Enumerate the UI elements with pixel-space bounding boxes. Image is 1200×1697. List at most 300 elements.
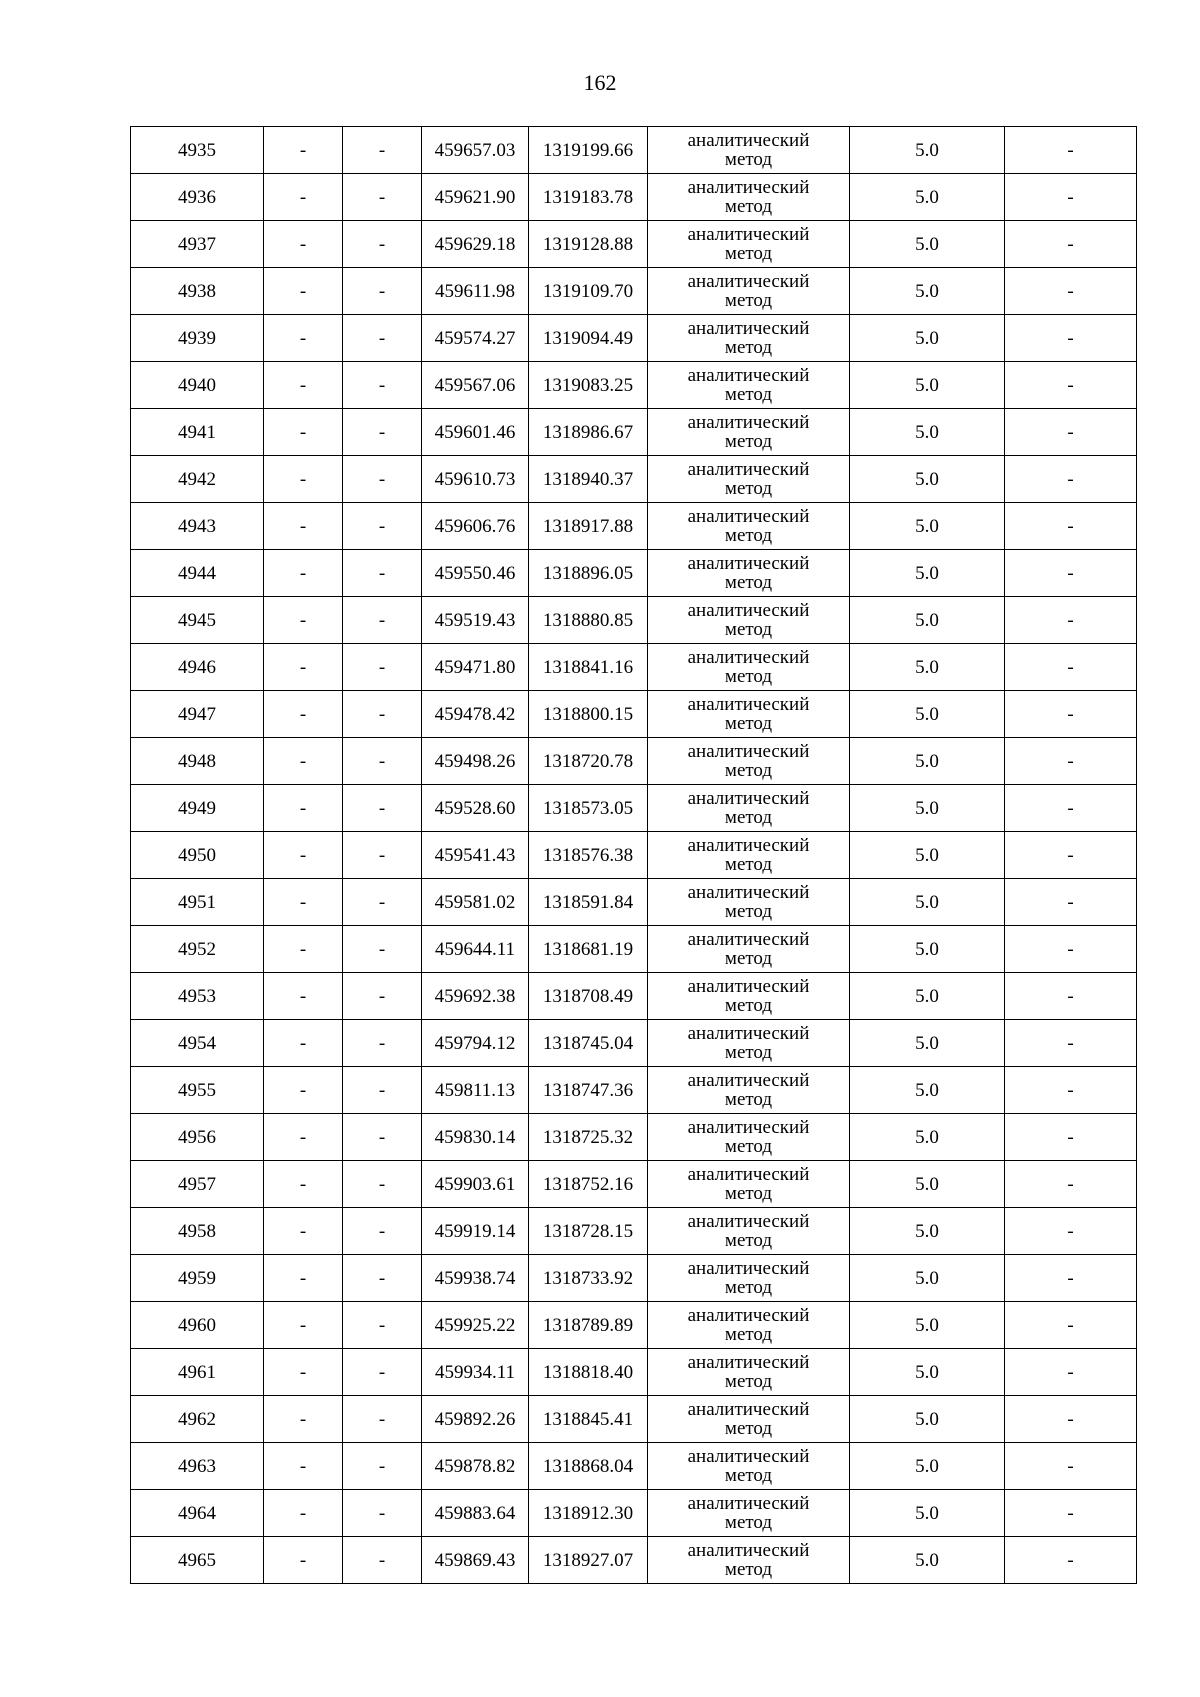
method-cell <box>648 738 850 785</box>
dash-cell: - <box>264 1255 343 1302</box>
y-coordinate-cell: 1318720.78 <box>529 738 648 785</box>
method-cell <box>648 1349 850 1396</box>
table-row <box>131 1302 1137 1349</box>
y-coordinate-cell: 1318800.15 <box>529 691 648 738</box>
x-coordinate-cell: 459581.02 <box>422 879 529 926</box>
accuracy-cell: 5.0 <box>850 174 1005 221</box>
dash-cell: - <box>264 644 343 691</box>
x-coordinate-cell: 459883.64 <box>422 1490 529 1537</box>
method-line-2: метод <box>724 1230 773 1251</box>
dash-cell: - <box>343 362 422 409</box>
y-coordinate-cell: 1318986.67 <box>529 409 648 456</box>
method-cell <box>648 644 850 691</box>
accuracy-cell: 5.0 <box>850 973 1005 1020</box>
table-row <box>131 221 1137 268</box>
x-coordinate-cell: 459794.12 <box>422 1020 529 1067</box>
dash-cell: - <box>343 879 422 926</box>
table-row <box>131 644 1137 691</box>
y-coordinate-cell: 1318728.15 <box>529 1208 648 1255</box>
x-coordinate-cell: 459938.74 <box>422 1255 529 1302</box>
dash-cell: - <box>264 973 343 1020</box>
y-coordinate-cell: 1318880.85 <box>529 597 648 644</box>
dash-cell: - <box>343 1349 422 1396</box>
point-number-cell: 4944 <box>131 550 264 597</box>
method-line-2: метод <box>724 525 773 546</box>
method-cell <box>648 879 850 926</box>
dash-cell: - <box>264 409 343 456</box>
x-coordinate-cell: 459878.82 <box>422 1443 529 1490</box>
method-line-2: метод <box>724 666 773 687</box>
method-line-1: аналитический <box>687 177 810 198</box>
table-row <box>131 1067 1137 1114</box>
table-row <box>131 785 1137 832</box>
dash-cell: - <box>1005 1067 1137 1114</box>
point-number-cell: 4947 <box>131 691 264 738</box>
x-coordinate-cell: 459811.13 <box>422 1067 529 1114</box>
accuracy-cell: 5.0 <box>850 1208 1005 1255</box>
point-number-cell: 4936 <box>131 174 264 221</box>
table-row <box>131 1490 1137 1537</box>
x-coordinate-cell: 459621.90 <box>422 174 529 221</box>
x-coordinate-cell: 459934.11 <box>422 1349 529 1396</box>
method-cell <box>648 1302 850 1349</box>
dash-cell: - <box>343 1302 422 1349</box>
accuracy-cell: 5.0 <box>850 1537 1005 1584</box>
table-row <box>131 597 1137 644</box>
method-line-1: аналитический <box>687 976 810 997</box>
dash-cell: - <box>264 785 343 832</box>
dash-cell: - <box>343 409 422 456</box>
y-coordinate-cell: 1318868.04 <box>529 1443 648 1490</box>
table-row <box>131 738 1137 785</box>
y-coordinate-cell: 1318745.04 <box>529 1020 648 1067</box>
method-line-1: аналитический <box>687 1540 810 1561</box>
dash-cell: - <box>343 832 422 879</box>
table-row <box>131 1396 1137 1443</box>
dash-cell: - <box>1005 1490 1137 1537</box>
x-coordinate-cell: 459519.43 <box>422 597 529 644</box>
method-line-2: метод <box>724 431 773 452</box>
accuracy-cell: 5.0 <box>850 832 1005 879</box>
point-number-cell: 4946 <box>131 644 264 691</box>
dash-cell: - <box>343 738 422 785</box>
method-line-2: метод <box>724 1559 773 1580</box>
dash-cell: - <box>264 174 343 221</box>
method-line-1: аналитический <box>687 835 810 856</box>
accuracy-cell: 5.0 <box>850 1443 1005 1490</box>
table-row <box>131 832 1137 879</box>
dash-cell: - <box>343 221 422 268</box>
method-line-1: аналитический <box>687 882 810 903</box>
method-cell <box>648 691 850 738</box>
x-coordinate-cell: 459567.06 <box>422 362 529 409</box>
dash-cell: - <box>1005 1537 1137 1584</box>
accuracy-cell: 5.0 <box>850 597 1005 644</box>
method-line-1: аналитический <box>687 365 810 386</box>
dash-cell: - <box>1005 1443 1137 1490</box>
accuracy-cell: 5.0 <box>850 738 1005 785</box>
accuracy-cell: 5.0 <box>850 644 1005 691</box>
point-number-cell: 4942 <box>131 456 264 503</box>
table-row <box>131 550 1137 597</box>
table-row <box>131 1208 1137 1255</box>
y-coordinate-cell: 1318841.16 <box>529 644 648 691</box>
dash-cell: - <box>343 456 422 503</box>
method-line-1: аналитический <box>687 1164 810 1185</box>
table-row <box>131 127 1137 174</box>
accuracy-cell: 5.0 <box>850 315 1005 362</box>
dash-cell: - <box>343 1443 422 1490</box>
x-coordinate-cell: 459925.22 <box>422 1302 529 1349</box>
dash-cell: - <box>343 926 422 973</box>
dash-cell: - <box>264 315 343 362</box>
dash-cell: - <box>1005 221 1137 268</box>
point-number-cell: 4956 <box>131 1114 264 1161</box>
x-coordinate-cell: 459657.03 <box>422 127 529 174</box>
method-line-2: метод <box>724 1136 773 1157</box>
y-coordinate-cell: 1318789.89 <box>529 1302 648 1349</box>
method-cell <box>648 1255 850 1302</box>
x-coordinate-cell: 459869.43 <box>422 1537 529 1584</box>
accuracy-cell: 5.0 <box>850 268 1005 315</box>
y-coordinate-cell: 1318725.32 <box>529 1114 648 1161</box>
y-coordinate-cell: 1318896.05 <box>529 550 648 597</box>
dash-cell: - <box>1005 174 1137 221</box>
method-cell <box>648 973 850 1020</box>
method-cell <box>648 456 850 503</box>
dash-cell: - <box>343 1490 422 1537</box>
accuracy-cell: 5.0 <box>850 926 1005 973</box>
point-number-cell: 4962 <box>131 1396 264 1443</box>
method-line-1: аналитический <box>687 1258 810 1279</box>
dash-cell: - <box>343 127 422 174</box>
dash-cell: - <box>264 1537 343 1584</box>
dash-cell: - <box>264 503 343 550</box>
point-number-cell: 4952 <box>131 926 264 973</box>
dash-cell: - <box>264 1443 343 1490</box>
method-line-2: метод <box>724 807 773 828</box>
method-cell <box>648 221 850 268</box>
y-coordinate-cell: 1318927.07 <box>529 1537 648 1584</box>
y-coordinate-cell: 1319128.88 <box>529 221 648 268</box>
table-row <box>131 879 1137 926</box>
accuracy-cell: 5.0 <box>850 221 1005 268</box>
point-number-cell: 4960 <box>131 1302 264 1349</box>
method-cell <box>648 127 850 174</box>
method-cell <box>648 597 850 644</box>
method-cell <box>648 1396 850 1443</box>
method-line-1: аналитический <box>687 1446 810 1467</box>
method-cell <box>648 1490 850 1537</box>
method-cell <box>648 315 850 362</box>
method-line-2: метод <box>724 243 773 264</box>
x-coordinate-cell: 459601.46 <box>422 409 529 456</box>
method-line-2: метод <box>724 901 773 922</box>
method-line-1: аналитический <box>687 412 810 433</box>
dash-cell: - <box>264 926 343 973</box>
page-number: 162 <box>583 70 617 95</box>
point-number-cell: 4951 <box>131 879 264 926</box>
dash-cell: - <box>343 268 422 315</box>
point-number-cell: 4954 <box>131 1020 264 1067</box>
method-line-1: аналитический <box>687 1117 810 1138</box>
dash-cell: - <box>264 1490 343 1537</box>
dash-cell: - <box>264 550 343 597</box>
dash-cell: - <box>264 268 343 315</box>
x-coordinate-cell: 459478.42 <box>422 691 529 738</box>
point-number-cell: 4939 <box>131 315 264 362</box>
point-number-cell: 4950 <box>131 832 264 879</box>
point-number-cell: 4949 <box>131 785 264 832</box>
dash-cell: - <box>264 456 343 503</box>
method-cell <box>648 1537 850 1584</box>
accuracy-cell: 5.0 <box>850 785 1005 832</box>
method-line-1: аналитический <box>687 318 810 339</box>
method-line-2: метод <box>724 149 773 170</box>
dash-cell: - <box>343 1020 422 1067</box>
y-coordinate-cell: 1318708.49 <box>529 973 648 1020</box>
accuracy-cell: 5.0 <box>850 1161 1005 1208</box>
y-coordinate-cell: 1319183.78 <box>529 174 648 221</box>
y-coordinate-cell: 1318576.38 <box>529 832 648 879</box>
method-line-2: метод <box>724 1465 773 1486</box>
table-row <box>131 1443 1137 1490</box>
dash-cell: - <box>264 1349 343 1396</box>
accuracy-cell: 5.0 <box>850 127 1005 174</box>
method-cell <box>648 832 850 879</box>
dash-cell: - <box>264 127 343 174</box>
dash-cell: - <box>343 1255 422 1302</box>
accuracy-cell: 5.0 <box>850 1114 1005 1161</box>
dash-cell: - <box>343 550 422 597</box>
dash-cell: - <box>1005 1255 1137 1302</box>
dash-cell: - <box>264 1302 343 1349</box>
point-number-cell: 4961 <box>131 1349 264 1396</box>
method-line-1: аналитический <box>687 1023 810 1044</box>
method-cell <box>648 174 850 221</box>
dash-cell: - <box>1005 785 1137 832</box>
dash-cell: - <box>1005 597 1137 644</box>
table-row <box>131 691 1137 738</box>
method-line-1: аналитический <box>687 929 810 950</box>
dash-cell: - <box>343 644 422 691</box>
table-row <box>131 926 1137 973</box>
method-line-1: аналитический <box>687 553 810 574</box>
x-coordinate-cell: 459528.60 <box>422 785 529 832</box>
dash-cell: - <box>264 1020 343 1067</box>
dash-cell: - <box>1005 409 1137 456</box>
method-line-2: метод <box>724 1418 773 1439</box>
method-cell <box>648 1114 850 1161</box>
method-line-2: метод <box>724 1512 773 1533</box>
method-line-2: метод <box>724 995 773 1016</box>
dash-cell: - <box>1005 503 1137 550</box>
dash-cell: - <box>1005 1396 1137 1443</box>
x-coordinate-cell: 459892.26 <box>422 1396 529 1443</box>
y-coordinate-cell: 1318845.41 <box>529 1396 648 1443</box>
accuracy-cell: 5.0 <box>850 1020 1005 1067</box>
y-coordinate-cell: 1318917.88 <box>529 503 648 550</box>
dash-cell: - <box>1005 644 1137 691</box>
dash-cell: - <box>1005 879 1137 926</box>
method-line-1: аналитический <box>687 459 810 480</box>
dash-cell: - <box>264 879 343 926</box>
table-row <box>131 315 1137 362</box>
point-number-cell: 4963 <box>131 1443 264 1490</box>
accuracy-cell: 5.0 <box>850 1067 1005 1114</box>
method-line-2: метод <box>724 948 773 969</box>
accuracy-cell: 5.0 <box>850 1349 1005 1396</box>
dash-cell: - <box>264 691 343 738</box>
dash-cell: - <box>1005 1114 1137 1161</box>
accuracy-cell: 5.0 <box>850 503 1005 550</box>
method-line-1: аналитический <box>687 694 810 715</box>
point-number-cell: 4958 <box>131 1208 264 1255</box>
table-row <box>131 1114 1137 1161</box>
y-coordinate-cell: 1319083.25 <box>529 362 648 409</box>
x-coordinate-cell: 459471.80 <box>422 644 529 691</box>
method-line-1: аналитический <box>687 224 810 245</box>
dash-cell: - <box>343 1161 422 1208</box>
method-line-1: аналитический <box>687 1399 810 1420</box>
table-body <box>131 127 1137 1584</box>
dash-cell: - <box>1005 268 1137 315</box>
table-row <box>131 456 1137 503</box>
x-coordinate-cell: 459610.73 <box>422 456 529 503</box>
x-coordinate-cell: 459574.27 <box>422 315 529 362</box>
method-line-2: метод <box>724 1183 773 1204</box>
dash-cell: - <box>264 1396 343 1443</box>
x-coordinate-cell: 459919.14 <box>422 1208 529 1255</box>
dash-cell: - <box>343 785 422 832</box>
method-line-1: аналитический <box>687 271 810 292</box>
x-coordinate-cell: 459629.18 <box>422 221 529 268</box>
dash-cell: - <box>1005 456 1137 503</box>
dash-cell: - <box>1005 926 1137 973</box>
method-cell <box>648 550 850 597</box>
dash-cell: - <box>1005 1161 1137 1208</box>
table-row <box>131 503 1137 550</box>
coordinates-table <box>130 126 1137 1584</box>
method-line-2: метод <box>724 1277 773 1298</box>
table-row <box>131 362 1137 409</box>
y-coordinate-cell: 1318747.36 <box>529 1067 648 1114</box>
method-cell <box>648 409 850 456</box>
point-number-cell: 4940 <box>131 362 264 409</box>
dash-cell: - <box>1005 315 1137 362</box>
dash-cell: - <box>343 1396 422 1443</box>
dash-cell: - <box>1005 550 1137 597</box>
x-coordinate-cell: 459550.46 <box>422 550 529 597</box>
x-coordinate-cell: 459611.98 <box>422 268 529 315</box>
method-cell <box>648 268 850 315</box>
method-line-1: аналитический <box>687 647 810 668</box>
method-line-2: метод <box>724 619 773 640</box>
y-coordinate-cell: 1318818.40 <box>529 1349 648 1396</box>
dash-cell: - <box>343 1537 422 1584</box>
point-number-cell: 4964 <box>131 1490 264 1537</box>
y-coordinate-cell: 1318573.05 <box>529 785 648 832</box>
dash-cell: - <box>1005 127 1137 174</box>
dash-cell: - <box>343 315 422 362</box>
dash-cell: - <box>264 1161 343 1208</box>
dash-cell: - <box>264 1114 343 1161</box>
point-number-cell: 4943 <box>131 503 264 550</box>
method-cell <box>648 503 850 550</box>
point-number-cell: 4953 <box>131 973 264 1020</box>
method-cell <box>648 785 850 832</box>
table-row <box>131 1349 1137 1396</box>
point-number-cell: 4959 <box>131 1255 264 1302</box>
method-cell <box>648 926 850 973</box>
dash-cell: - <box>343 597 422 644</box>
method-line-2: метод <box>724 713 773 734</box>
method-line-1: аналитический <box>687 1352 810 1373</box>
accuracy-cell: 5.0 <box>850 409 1005 456</box>
dash-cell: - <box>1005 691 1137 738</box>
point-number-cell: 4948 <box>131 738 264 785</box>
method-cell <box>648 1020 850 1067</box>
method-line-1: аналитический <box>687 741 810 762</box>
point-number-cell: 4938 <box>131 268 264 315</box>
method-cell <box>648 1067 850 1114</box>
point-number-cell: 4941 <box>131 409 264 456</box>
table-row <box>131 409 1137 456</box>
method-line-2: метод <box>724 760 773 781</box>
x-coordinate-cell: 459541.43 <box>422 832 529 879</box>
point-number-cell: 4965 <box>131 1537 264 1584</box>
accuracy-cell: 5.0 <box>850 691 1005 738</box>
dash-cell: - <box>343 1208 422 1255</box>
point-number-cell: 4937 <box>131 221 264 268</box>
x-coordinate-cell: 459498.26 <box>422 738 529 785</box>
table-row <box>131 174 1137 221</box>
dash-cell: - <box>264 362 343 409</box>
y-coordinate-cell: 1319109.70 <box>529 268 648 315</box>
accuracy-cell: 5.0 <box>850 550 1005 597</box>
method-line-1: аналитический <box>687 506 810 527</box>
method-line-1: аналитический <box>687 130 810 151</box>
method-cell <box>648 1161 850 1208</box>
method-line-2: метод <box>724 478 773 499</box>
y-coordinate-cell: 1318733.92 <box>529 1255 648 1302</box>
accuracy-cell: 5.0 <box>850 879 1005 926</box>
method-line-2: метод <box>724 384 773 405</box>
method-line-2: метод <box>724 1324 773 1345</box>
accuracy-cell: 5.0 <box>850 1302 1005 1349</box>
accuracy-cell: 5.0 <box>850 1490 1005 1537</box>
dash-cell: - <box>343 174 422 221</box>
method-line-2: метод <box>724 1371 773 1392</box>
accuracy-cell: 5.0 <box>850 362 1005 409</box>
method-cell <box>648 1443 850 1490</box>
table-row <box>131 1537 1137 1584</box>
point-number-cell: 4935 <box>131 127 264 174</box>
dash-cell: - <box>343 503 422 550</box>
x-coordinate-cell: 459606.76 <box>422 503 529 550</box>
table-row <box>131 1255 1137 1302</box>
x-coordinate-cell: 459903.61 <box>422 1161 529 1208</box>
dash-cell: - <box>1005 738 1137 785</box>
method-line-1: аналитический <box>687 1493 810 1514</box>
method-line-1: аналитический <box>687 1305 810 1326</box>
dash-cell: - <box>264 1067 343 1114</box>
x-coordinate-cell: 459692.38 <box>422 973 529 1020</box>
dash-cell: - <box>343 973 422 1020</box>
dash-cell: - <box>264 597 343 644</box>
point-number-cell: 4955 <box>131 1067 264 1114</box>
dash-cell: - <box>1005 1349 1137 1396</box>
